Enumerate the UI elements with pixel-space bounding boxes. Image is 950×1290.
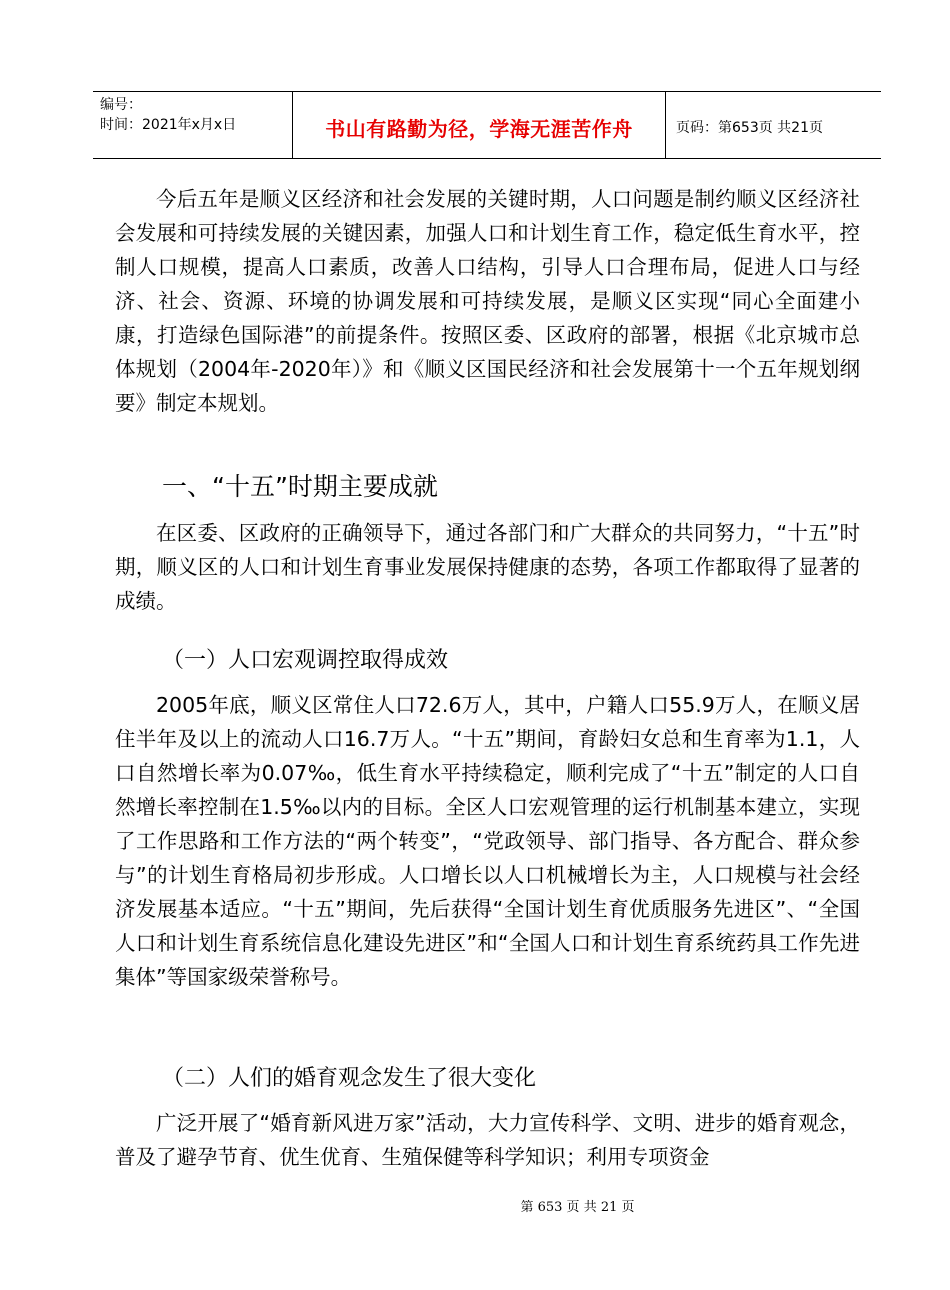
header-meta-cell [93, 92, 293, 158]
subsection-heading-macro-control: （一）人口宏观调控取得成效 [162, 648, 449, 673]
paragraph-marriage-concepts: 广泛开展了“婚育新风进万家”活动，大力宣传科学、文明、进步的婚育观念，普及了避孕节育、优生优育、生殖保健等科学知识；利用专项资金 [115, 1111, 860, 1169]
page-header [93, 91, 881, 159]
paragraph-macro-control: 2005年底，顺义区常住人口72.6万人，其中，户籍人口55.9万人，在顺义居住半年及以上的流动人口16.7万人。“十五”期间，育龄妇女总和生育率为1.1，人口自然增长率为0.07‰，低生育水平持续稳定，顺利完成了“十五”制定的人口自然增长率控制在1.5‰以内的目标。全区人口宏观管理的运行机制基本建立，实现了工作思路和工作方法的“两个转变”，“党政领导、部门指导、各方配合、群众参与”的计划生育格局初步形成。人口增长以人口机械增长为主，人口规模与社会经济发展基本适应。“十五”期间，先后获得“全国计划生育优质服务先进区”、“全国人口和计划生育系统信息化建设先进区”和“全国人口和计划生育系统药具工作先进集体”等国家级荣誉称号。 [115, 693, 860, 989]
section-heading-achievements: 一、“十五”时期主要成就 [162, 472, 438, 501]
paragraph-achievements-summary: 在区委、区政府的正确领导下，通过各部门和广大群众的共同努力，“十五”时期，顺义区的人口和计划生育事业发展保持健康的态势，各项工作都取得了显著的成绩。 [115, 521, 860, 613]
serial-number-label: 编号： [100, 97, 142, 113]
time-label: 时间：2021年x月x日 [100, 117, 237, 133]
paragraph-intro: 今后五年是顺义区经济和社会发展的关键时期，人口问题是制约顺义区经济社会发展和可持续发展的关键因素，加强人口和计划生育工作，稳定低生育水平，控制人口规模，提高人口素质，改善人口结构，引导人口合理布局，促进人口与经济、社会、资源、环境的协调发展和可持续发展，是顺义区实现“同心全面建小康，打造绿色国际港”的前提条件。按照区委、区政府的部署，根据《北京城市总体规划（2004年-2020年）》和《顺义区国民经济和社会发展第十一个五年规划纲要》制定本规划。 [115, 187, 860, 415]
header-motto: 书山有路勤为径，学海无涯苦作舟 [293, 92, 666, 158]
subsection-heading-marriage-concepts: （二）人们的婚育观念发生了很大变化 [162, 1066, 537, 1091]
header-page-info: 页码：第653页 共21页 [676, 120, 823, 136]
page-footer: 第 653 页 共 21 页 [520, 1200, 635, 1215]
